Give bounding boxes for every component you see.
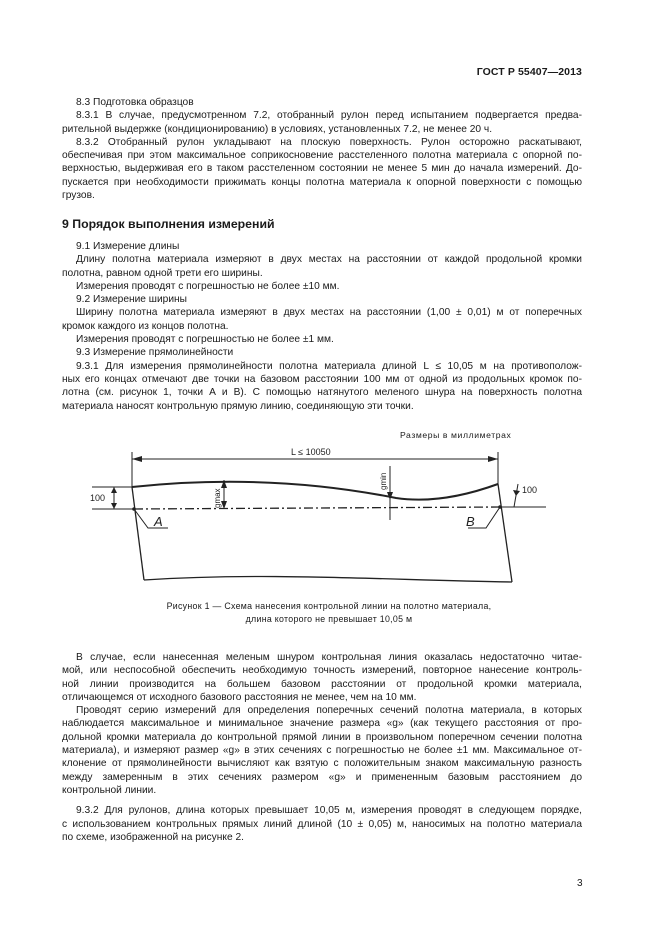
s91-title: 9.1 Измерение длины — [76, 241, 180, 252]
s931-line2: ных его концах отмечают две точки на базовом расстоянии 100 мм от одной из продольных кромок по- — [62, 373, 582, 385]
after-p1-line2: мой, или неспособной обеспечить необходимую точность измерений, повторное нанесение контроль- — [62, 665, 582, 677]
material-bottom-edge — [144, 577, 512, 582]
after-p2-line4: материала), и измеряют размер «g» в этих сечениях с погрешностью не более ±1 мм. Максимальное от- — [62, 745, 582, 757]
figure-caption-line1: Рисунок 1 — Схема нанесения контрольной линии на полотно материала, — [166, 601, 492, 611]
material-left-edge — [132, 487, 144, 580]
s91-p1-line2: полотна, равном одной трети его ширины. — [62, 267, 263, 279]
gmin-label: gmin — [379, 472, 388, 490]
length-arrow-right — [488, 456, 498, 462]
page-number: 3 — [577, 878, 583, 889]
right-dim-arrow — [513, 490, 520, 496]
after-p3-line1: 9.3.2 Для рулонов, длина которых превышает 10,05 м, измерения проводят в следующем порядке, — [76, 805, 582, 817]
figure-dims-note: Размеры в миллиметрах — [400, 430, 512, 440]
material-top-edge — [132, 482, 498, 500]
length-arrow-left — [132, 456, 142, 462]
after-p2-line2: наблюдается максимальное и минимальное значение размера «g» (как текущего расстояния от про- — [62, 718, 582, 730]
section-8-3 — [62, 96, 582, 202]
after-figure-body — [62, 651, 582, 844]
s92-p2: Измерения проводят с погрешностью не более ±1 мм. — [76, 334, 334, 346]
point-b-dot — [498, 505, 502, 509]
figure-caption — [76, 600, 582, 626]
left-dim-arrow-top — [111, 487, 117, 493]
document-header: ГОСТ Р 55407—2013 — [476, 66, 582, 78]
figure-1-diagram — [86, 440, 556, 600]
point-a-label: A — [154, 514, 163, 529]
after-p1-line3: ной линии производится на большем базовом расстоянии от продольной кромки материала, — [62, 678, 582, 690]
p-8-3-1-line2: рительной выдержке (кондиционированию) в условиях, установленных 7.2, не менее 20 ч. — [62, 123, 493, 135]
point-a-leader — [134, 509, 168, 528]
section-9-heading: 9 Порядок выполнения измерений — [62, 217, 275, 231]
length-label: L ≤ 10050 — [291, 447, 331, 457]
section-9-heading-wrap — [62, 218, 582, 231]
s92-p1-line1: Ширину полотна материала измеряют в двух местах на расстоянии (1,00 ± 0,01) м от поперечных — [76, 307, 582, 319]
p-8-3-2-line3: верхностью, выдерживая его в таком расстеленном состоянии не менее 5 мин до начала измерений. До- — [62, 163, 582, 175]
section-8-3-title: 8.3 Подготовка образцов — [76, 97, 194, 108]
figure-caption-line2: длина которого не превышает 10,05 м — [245, 614, 413, 624]
control-line — [134, 507, 500, 509]
p-8-3-2-line1: 8.3.2 Отобранный рулон укладывают на плоскую поверхность. Рулон осторожно раскатывают, — [76, 136, 582, 148]
s931-line4: материала наносят контрольную прямую линию, соединяющую эти точки. — [62, 400, 414, 412]
s91-p1-line1: Длину полотна материала измеряют в двух местах на расстоянии от каждой продольной кромки — [76, 254, 582, 266]
p-8-3-1-line1: 8.3.1 В случае, предусмотренном 7.2, отобранный рулон перед испытанием подвергается предва- — [76, 110, 582, 122]
left-dim-arrow-bottom — [111, 503, 117, 509]
s92-p1-line2: кромок каждого из концов полотна. — [62, 320, 229, 332]
material-right-edge — [498, 484, 512, 582]
after-p2-line7: контрольной линии. — [62, 784, 157, 796]
s931-line1: 9.3.1 Для измерения прямолинейности полотна материала длиной L ≤ 10,05 м на противополож- — [76, 360, 582, 372]
left-dim-label: 100 — [90, 493, 106, 503]
p-8-3-2-line5: грузов. — [62, 190, 95, 202]
s91-p2: Измерения проводят с погрешностью не более ±10 мм. — [76, 280, 340, 292]
after-p2-line3: дольной кромки материала до контрольной прямой линии в произвольном поперечном сечении полотна — [62, 731, 582, 743]
p-8-3-2-line2: обеспечивая при этом максимальное соприкосновение расстеленного полотна материала с опорной по- — [62, 150, 582, 162]
after-p3-line2: с использованием контрольных прямых линий длиной (10 ± 0,05) м, наносимых на полотно материала — [62, 818, 582, 830]
after-p1-line4: отличающемся от исходного базового расстояния не менее, чем на 10 мм. — [62, 691, 417, 703]
point-b-label: B — [466, 514, 475, 529]
after-p2-line5: клонение от прямолинейности вычисляют как взятую с положительным знаком максимальную разность — [62, 758, 582, 770]
after-p3-line3: по схеме, изображенной на рисунке 2. — [62, 831, 244, 843]
s92-title: 9.2 Измерение ширины — [76, 294, 187, 306]
after-p2-line1: Проводят серию измерений для определения поперечных сечений полотна материала, в которых — [76, 705, 582, 717]
after-p1-line1: В случае, если нанесенная меленым шнуром контрольная линия оказалась недостаточно читае- — [76, 652, 582, 663]
section-9-body — [62, 240, 582, 413]
s93-title: 9.3 Измерение прямолинейности — [76, 347, 234, 359]
after-p2-line6: между замеренным в этих сечениях размером «g» и примененным базовым расстоянием до — [62, 771, 582, 783]
point-a-dot — [132, 507, 136, 511]
p-8-3-2-line4: пускается при необходимости прижимать концы полотна материала к опорной поверхности с помощью — [62, 176, 582, 188]
right-dim-label: 100 — [522, 485, 538, 495]
s931-line3: лотна (см. рисунок 1, точки А и В). С помощью натянутого меленого шнура на поверхность полотна — [62, 387, 582, 399]
gmax-label: gmax — [213, 488, 222, 508]
